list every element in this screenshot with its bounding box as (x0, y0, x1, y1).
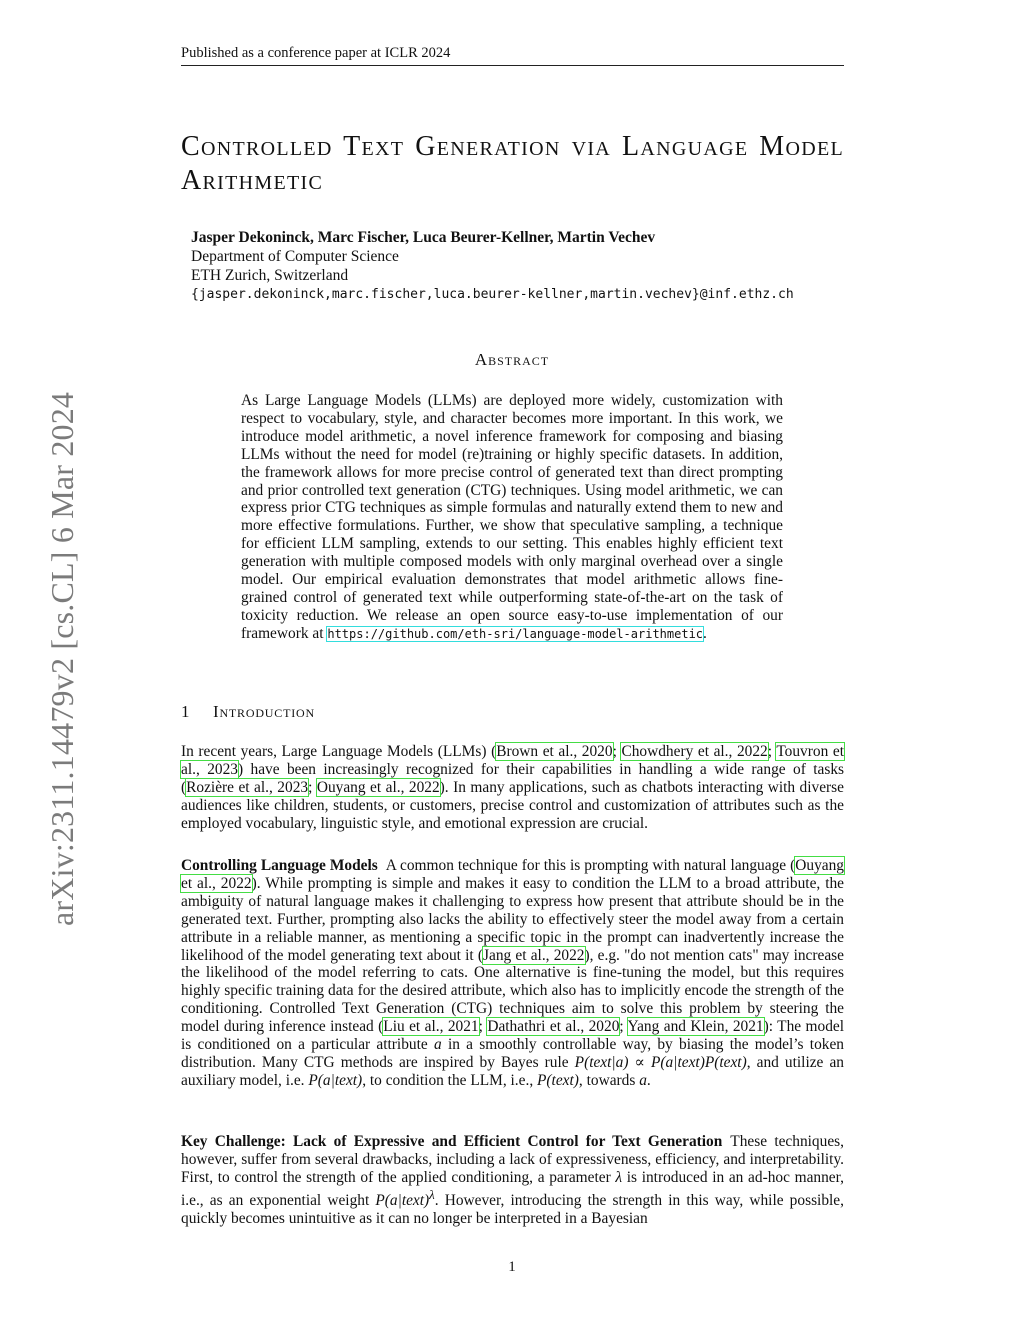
math-inline: P(text|a) ∝ P(a|text)P(text) (574, 1053, 747, 1071)
math-inline: P(text) (537, 1071, 579, 1089)
header-rule (181, 65, 844, 66)
abstract-heading: Abstract (474, 350, 550, 369)
page-number: 1 (508, 1259, 516, 1275)
citation-link[interactable]: Yang and Klein, 2021 (627, 1018, 764, 1036)
section-heading-introduction (181, 702, 844, 722)
text-run: , and utilize an auxiliary model, i.e. (181, 1053, 844, 1089)
citation-link[interactable]: Brown et al., 2020 (496, 743, 613, 760)
math-inline: a (639, 1071, 647, 1089)
conference-header: Published as a conference paper at ICLR 2024 (181, 45, 451, 61)
abstract-body: As Large Language Models (LLMs) are deployed more widely, customization with respect to vocabulary, style, and character becomes more important. In this work, we introduce model arithmetic, a novel inference framework for composing and biasing LLMs without the need for model (re)training or highly specific datasets. In addition, the framework allows for more precise control of generated text than direct prompting and prior controlled text generation (CTG) techniques. Using model arithmetic, we can express prior CTG techniques as simple formulas and naturally extend them to new and more effective formulations. Further, we show that speculative sampling, a technique for efficient LLM sampling, extends to our setting. This enables highly efficient text generation with multiple composed models with only marginal overhead over a single model. Our empirical evaluation demonstrates that model arithmetic allows fine-grained control of generated text while outperforming state-of-the-art on the task of toxicity reduction. We release an open source easy-to-use implementation of our framework at (241, 392, 783, 642)
text-run: ): The model is conditioned on a particular attribute (181, 1018, 844, 1054)
abstract-end: . (703, 624, 707, 642)
paragraph-heading: Key Challenge: Lack of Expressive and Efficient Control for Text Generation (181, 1133, 723, 1150)
math-exponent: λ (429, 1187, 435, 1202)
intro-paragraph-1 (181, 743, 844, 833)
text-run: ; (612, 743, 622, 760)
text-run: . However, introducing the strength in this way, while possible, quickly becomes unintuitive as it can no longer be interpreted in a Bayesian (181, 1191, 844, 1227)
intro-paragraph-key-challenge (181, 1133, 844, 1228)
citation-link[interactable]: Chowdhery et al., 2022 (621, 743, 768, 760)
math-inline: P(a|text) (375, 1191, 430, 1209)
text-run: ; (767, 743, 777, 760)
citation-link[interactable]: Jang et al., 2022 (483, 946, 585, 964)
text-run: In recent years, Large Language Models (LLMs) ( (181, 743, 497, 760)
section-number: 1 (181, 702, 191, 721)
citation-link[interactable]: Rozière et al., 2023 (186, 778, 309, 796)
text-run: ), e.g. "do not mention cats" may increase the likelihood of the model referring to cats. One alternative is fine-tuning the model, but this requires highly specific training data for the desired attribute, which also has to implicitly encode the strength of the conditioning. Controlled Text Generation (CTG) techniques aim to solve this problem by steering the model during inference instead ( (181, 946, 844, 1036)
repository-link[interactable]: https://github.com/eth-sri/language-model-arithmetic (327, 626, 704, 641)
author-block (191, 228, 841, 304)
citation-link[interactable]: Touvron et al., 2023 (181, 743, 844, 778)
paper-title: Controlled Text Generation via Language Model Arithmetic (181, 131, 844, 196)
text-run: A common technique for this is prompting with natural language ( (385, 857, 796, 874)
abstract-text (241, 392, 783, 644)
text-run: , towards (578, 1071, 636, 1089)
author-institution: ETH Zurich, Switzerland (191, 267, 349, 284)
author-emails: {jasper.dekoninck,marc.fischer,luca.beurer-kellner,martin.vechev}@inf.ethz.ch (191, 287, 794, 302)
citation-link[interactable]: Liu et al., 2021 (383, 1018, 479, 1036)
text-run: ; (619, 1018, 628, 1036)
math-inline: P(a|text) (308, 1071, 363, 1089)
text-run: ; (308, 778, 317, 796)
text-run: is introduced in an ad-hoc manner, i.e., as an exponential weight (181, 1168, 844, 1209)
arxiv-identifier-stamp: arXiv:2311.14479v2 [cs.CL] 6 Mar 2024 (44, 391, 80, 926)
author-department: Department of Computer Science (191, 248, 399, 265)
section-title: Introduction (213, 702, 315, 721)
intro-paragraph-controlling (181, 857, 844, 1090)
text-run: . (646, 1071, 651, 1089)
text-run: These techniques, however, suffer from several drawbacks, including a lack of expressiveness, efficiency, and interpretability. First, to control the strength of the applied conditioning, a parameter (181, 1133, 844, 1186)
text-run: ). While prompting is simple and makes it easy to condition the LLM to a broad attribute, the ambiguity of natural language makes it challenging to express how present that attribute should be in the generated text. Further, prompting also lacks the ability to effectively steer the model away from a certain attribute in a reliable manner, as mentioning a specific topic in the prompt can inadvertently increase the likelihood of the model generating text about it ( (181, 874, 844, 964)
text-run: ). In many applications, such as chatbots interacting with diverse audiences like children, students, or customers, precise control and customization of attributes such as the employed vocabulary, linguistic style, and emotional expression are crucial. (181, 778, 845, 832)
paragraph-heading: Controlling Language Models (181, 857, 378, 874)
author-names: Jasper Dekoninck, Marc Fischer, Luca Beurer-Kellner, Martin Vechev (191, 229, 656, 246)
text-run: ; (478, 1018, 488, 1036)
citation-link[interactable]: Ouyang et al., 2022 (181, 857, 844, 892)
citation-link[interactable]: Dathathri et al., 2020 (487, 1018, 620, 1036)
citation-link[interactable]: Ouyang et al., 2022 (316, 778, 440, 796)
text-run: in a smoothly controllable way, by biasing the model’s token distribution. Many CTG methods are inspired by Bayes rule (181, 1036, 844, 1071)
text-run: , to condition the LLM, i.e., (362, 1071, 534, 1089)
math-inline: λ (615, 1168, 623, 1186)
math-inline: a (433, 1036, 442, 1054)
text-run: ) have been increasingly recognized for their capabilities in handling a wide range of tasks ( (181, 760, 844, 796)
